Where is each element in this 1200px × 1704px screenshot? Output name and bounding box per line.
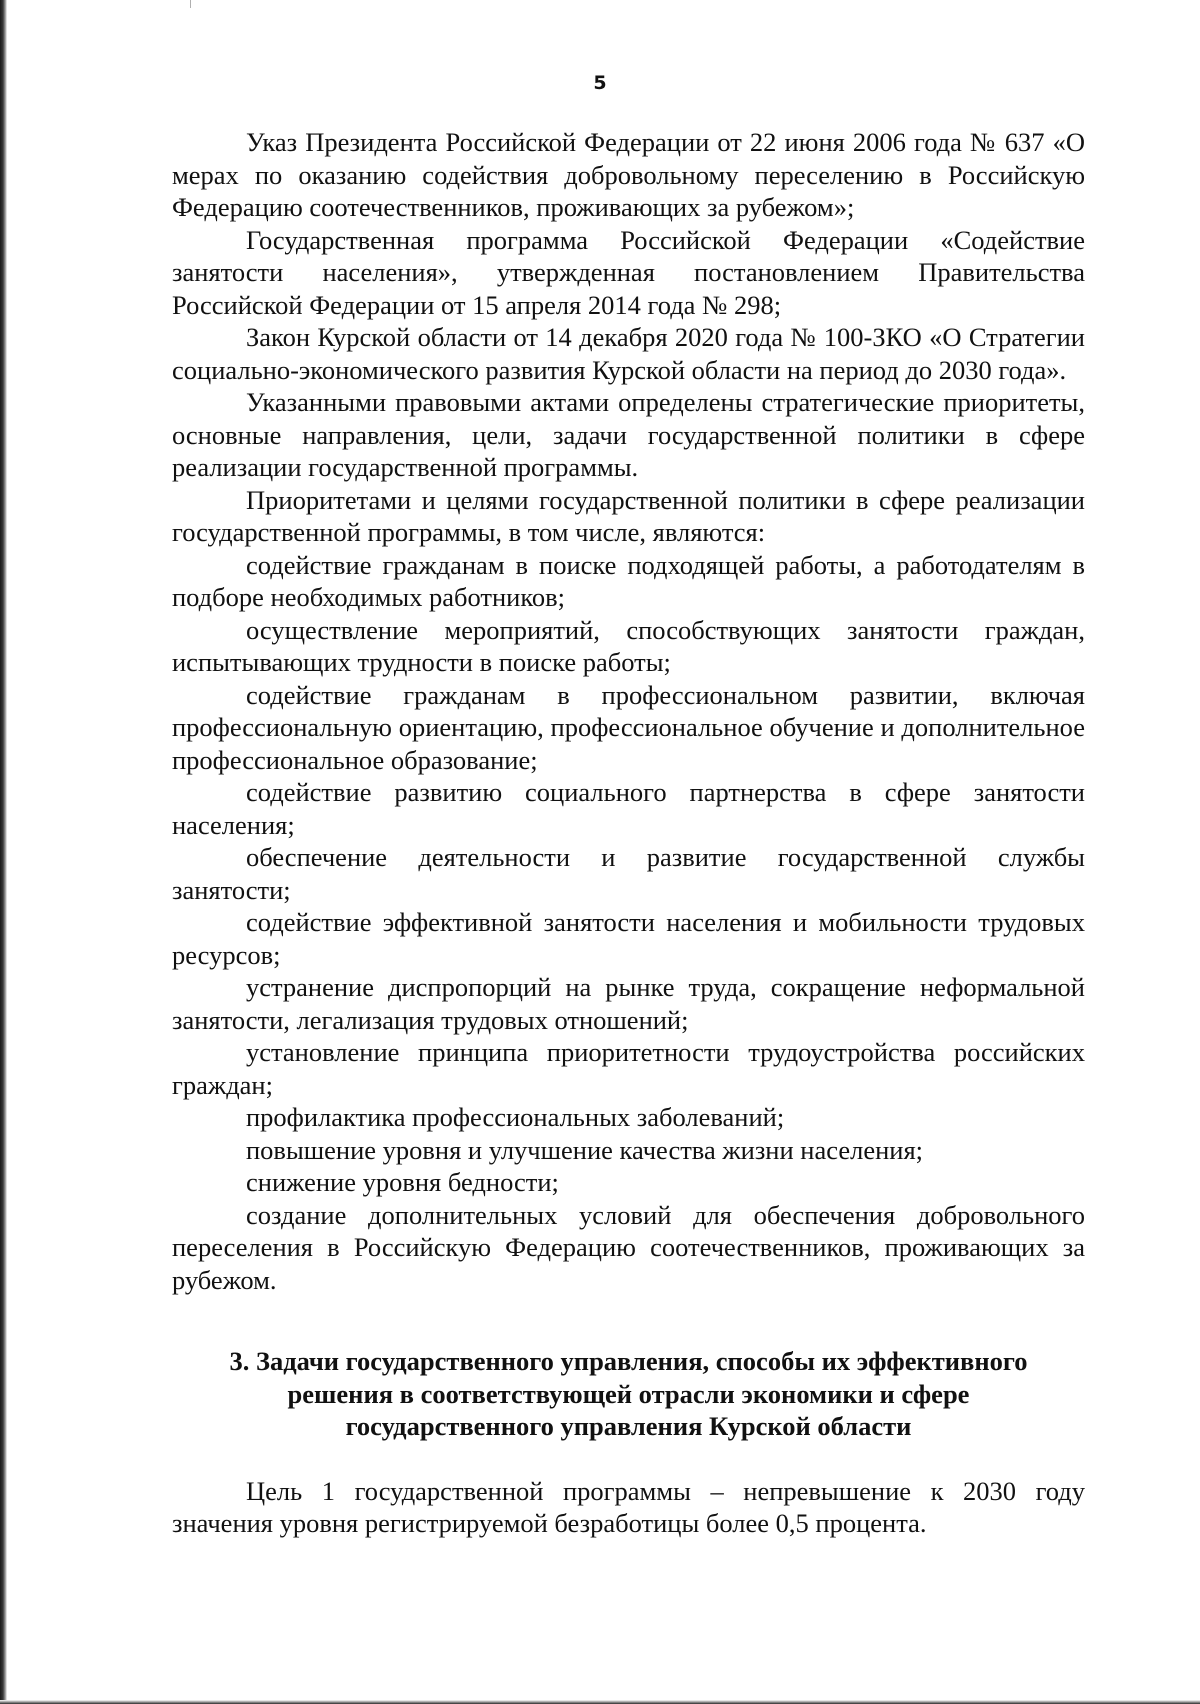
page-number: 5 bbox=[593, 72, 607, 94]
priority-item: осуществление мероприятий, способствующих занятости граждан, испытывающих трудности в поиске работы; bbox=[172, 614, 1085, 677]
priority-item: создание дополнительных условий для обеспечения добровольного переселения в Российскую Федерацию соотечественников, проживающих за рубежом. bbox=[172, 1199, 1085, 1295]
section-heading-line: решения в соответствующей отрасли экономики и сфере bbox=[287, 1378, 970, 1409]
priority-item: устранение диспропорций на рынке труда, сокращение неформальной занятости, легализация трудовых отношений; bbox=[172, 972, 1085, 1035]
priority-item: повышение уровня и улучшение качества жизни населения; bbox=[246, 1134, 923, 1165]
section-heading-line: государственного управления Курской области bbox=[345, 1411, 912, 1441]
priority-item: снижение уровня бедности; bbox=[246, 1167, 559, 1197]
priority-item: содействие эффективной занятости населения и мобильности трудовых ресурсов; bbox=[172, 907, 1085, 970]
paragraph-goal: Цель 1 государственной программы – непревышение к 2030 году значения уровня регистрируемой безработицы более 0,5 процента. bbox=[172, 1475, 1085, 1538]
paragraph-priorities-intro: Приоритетами и целями государственной политики в сфере реализации государственной программы, в том числе, являются: bbox=[172, 484, 1085, 547]
section-heading-line: 3. Задачи государственного управления, способы их эффективного bbox=[229, 1346, 1028, 1376]
priority-item: профилактика профессиональных заболеваний; bbox=[246, 1102, 785, 1132]
section-heading bbox=[172, 1345, 1085, 1443]
paragraph-state-program: Государственная программа Российской Федерации «Содействие занятости населения», утвержденная постановлением Правительства Российской Федерации от 15 апреля 2014 года № 298; bbox=[172, 224, 1085, 320]
priority-item: обеспечение деятельности и развитие государственной службы занятости; bbox=[172, 842, 1085, 905]
scan-edge-left bbox=[0, 0, 7, 1704]
paragraph-kursk-law: Закон Курской области от 14 декабря 2020 года № 100-ЗКО «О Стратегии социально-экономического развития Курской области на период до 2030 года». bbox=[172, 322, 1085, 385]
priority-item: установление принципа приоритетности трудоустройства российских граждан; bbox=[172, 1037, 1085, 1100]
scan-edge-bottom bbox=[0, 1700, 1200, 1704]
priority-item: содействие гражданам в поиске подходящей работы, а работодателям в подборе необходимых работников; bbox=[172, 549, 1085, 612]
paragraph-legal-acts: Указанными правовыми актами определены стратегические приоритеты, основные направления, цели, задачи государственной политики в сфере реализации государственной программы. bbox=[172, 387, 1085, 482]
priority-item: содействие гражданам в профессиональном развитии, включая профессиональную ориентацию, профессиональное обучение и дополнительное профессиональное образование; bbox=[172, 679, 1085, 775]
document-body bbox=[172, 126, 1085, 1540]
scan-mark-top bbox=[190, 0, 191, 8]
paragraph-decree: Указ Президента Российской Федерации от 22 июня 2006 года № 637 «О мерах по оказанию содействия добровольному переселению в Российскую Федерацию соотечественников, проживающих за рубежом»; bbox=[172, 127, 1085, 222]
priority-item: содействие развитию социального партнерства в сфере занятости населения; bbox=[172, 777, 1085, 840]
